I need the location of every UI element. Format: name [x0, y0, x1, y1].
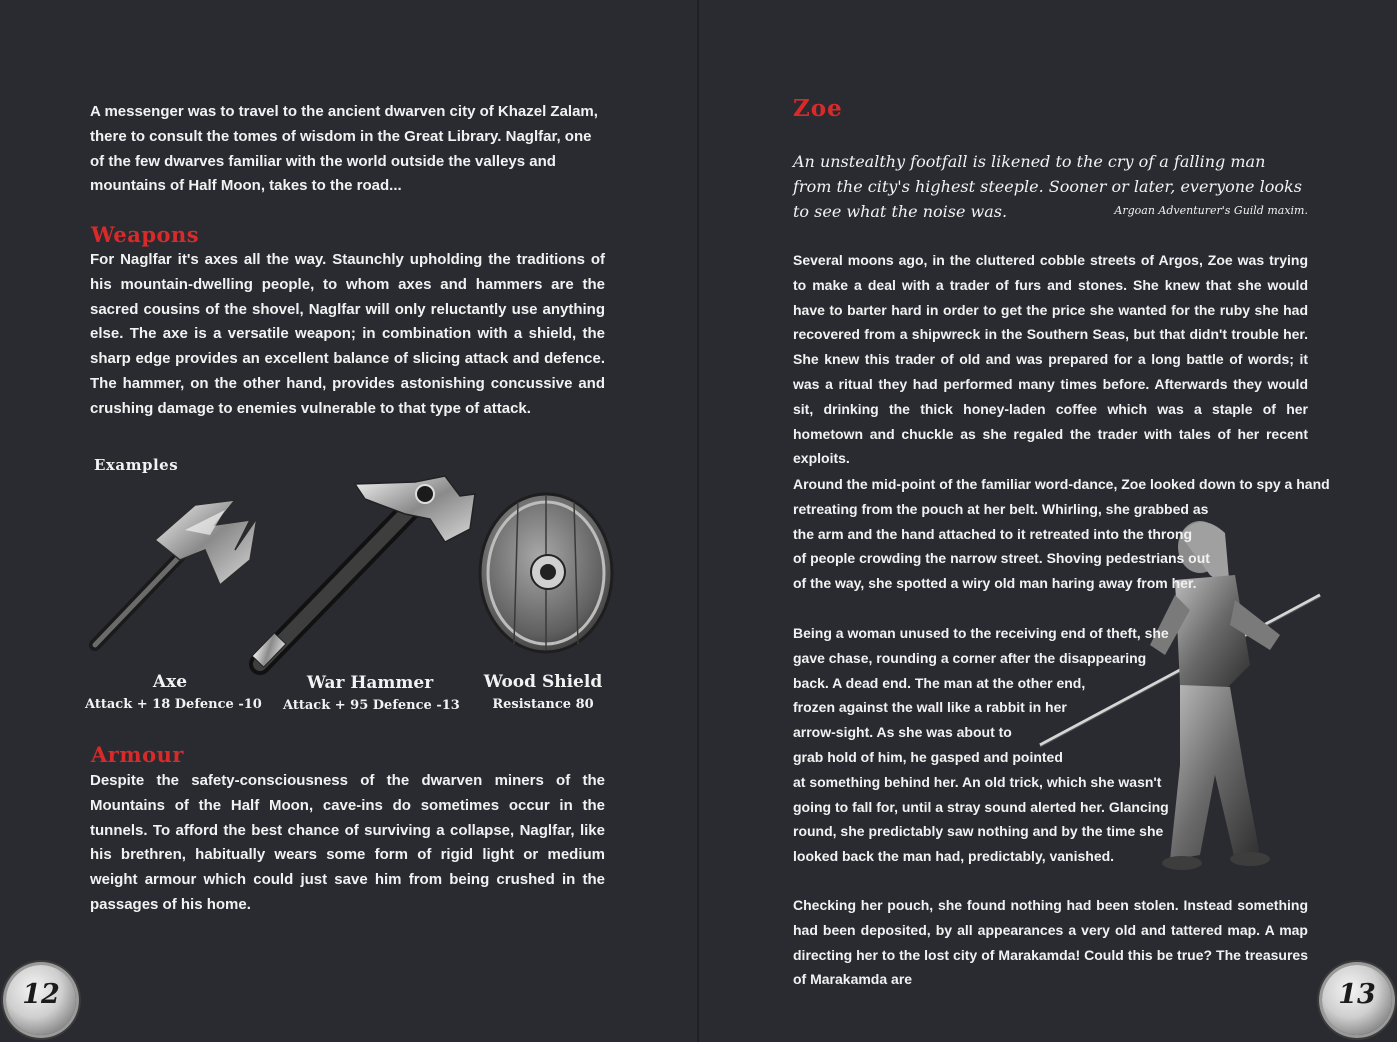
page-number-left: [6, 965, 76, 1035]
story-paragraph-2-line: of the way, she spotted a wiry old man haring away from her.: [793, 575, 1197, 592]
axe-illustration: [85, 490, 265, 655]
story-paragraph-3-line: looked back the man had, predictably, vanished.: [793, 848, 1115, 865]
item-war-hammer-name: War Hammer: [306, 673, 434, 693]
story-paragraph-2-line: Around the mid-point of the familiar word-dance, Zoe looked down to spy a hand: [793, 476, 1330, 492]
item-axe-stats: Attack + 18 Defence -10: [85, 697, 262, 712]
story-paragraph-3-line: round, she predictably saw nothing and by the time she: [793, 823, 1164, 840]
weapons-paragraph: For Naglfar it's axes all the way. Staunchly upholding the traditions of his mountain-dwelling people, to whom axes and hammers are the sacred cousins of the shovel, Naglfar will only reluctantly use anything else. The axe is a versatile weapon; in combination with a shield, the sharp edge provides an excellent balance of slicing attack and defence. The hammer, on the other hand, provides astonishing concussive and crushing damage to enemies vulnerable to that type of attack.: [90, 251, 605, 417]
story-paragraph-3-line: frozen against the wall like a rabbit in her: [793, 699, 1067, 716]
story-paragraph-3-line: grab hold of him, he gasped and pointed: [793, 748, 1063, 765]
story-paragraph-4: Checking her pouch, she found nothing had been stolen. Instead something had been deposited, by all appearances a very old and tattered map. A map directing her to the lost city of Marakamda! Could this be true? The treasures of Marakamda are: [793, 897, 1308, 988]
quote-text: An unstealthy footfall is likened to the cry of a falling man from the city's highest steeple. Sooner or later, everyone looks to see what the noise was.: [793, 152, 1302, 221]
intro-paragraph: A messenger was to travel to the ancient dwarven city of Khazel Zalam, there to consult the tomes of wisdom in the Great Library. Naglfar, one of the few dwarves familiar with the world outside the valleys and mountains of Half Moon, takes to the road...: [90, 103, 598, 195]
quote-attribution: Argoan Adventurer's Guild maxim.: [1114, 204, 1308, 217]
zoe-title: Zoe: [793, 95, 843, 122]
story-paragraph-3-line: at something behind her. An old trick, which she wasn't: [793, 773, 1162, 790]
examples-label: Examples: [94, 456, 179, 474]
story-paragraph-2-line: retreating from the pouch at her belt. Whirling, she grabbed as: [793, 500, 1209, 517]
story-paragraph-1: Several moons ago, in the cluttered cobble streets of Argos, Zoe was trying to make a deal with a trader of furs and stones. She knew that she would have to barter hard in order to get the price she wanted for the ruby she had recovered from a shipwreck in the Southern Seas, but that didn't trouble her. She knew this trader of old and was prepared for a long battle of words; it was a ritual they had performed many times before. Afterwards they would sit, drinking the thick honey-laden coffee which was a staple of her hometown and chuckle as she regaled the trader with tales of her recent exploits.: [793, 252, 1308, 467]
page-number-right-label: 13: [1338, 979, 1376, 1010]
story-paragraph-3-line: back. A dead end. The man at the other end,: [793, 674, 1086, 691]
story-paragraph-2-line: the arm and the hand attached to it retreated into the throng: [793, 525, 1193, 542]
item-wood-shield-name: Wood Shield: [483, 672, 603, 692]
item-wood-shield-stats: Resistance 80: [492, 697, 594, 712]
weapons-heading: Weapons: [91, 222, 200, 247]
story-paragraph-3-line: Being a woman unused to the receiving end of theft, she: [793, 625, 1169, 641]
page-number-left-label: 12: [22, 979, 60, 1010]
story-paragraph-3: [793, 621, 1169, 869]
story-paragraph-2-line: of people crowding the narrow street. Shoving pedestrians out: [793, 550, 1210, 567]
war-hammer-illustration: [245, 474, 480, 674]
story-paragraph-3-line: going to fall for, until a stray sound alerted her. Glancing: [793, 798, 1169, 815]
story-paragraph-3-line: gave chase, rounding a corner after the disappearing: [793, 649, 1147, 666]
page-number-right: [1322, 965, 1392, 1035]
armour-heading: Armour: [91, 742, 184, 767]
story-paragraph-3-line: arrow-sight. As she was about to: [793, 724, 1012, 741]
item-axe-name: Axe: [152, 672, 188, 692]
story-paragraph-2: [793, 472, 1330, 596]
wood-shield-illustration: [478, 492, 616, 654]
armour-paragraph: Despite the safety-consciousness of the dwarven miners of the Mountains of the Half Moon, cave-ins do sometimes occur in the tunnels. To afford the best chance of surviving a collapse, Naglfar, like his brethren, habitually wears some form of rigid light or medium weight armour which could just save him from being crushed in the passages of his home.: [90, 772, 605, 913]
item-war-hammer-stats: Attack + 95 Defence -13: [283, 698, 460, 713]
